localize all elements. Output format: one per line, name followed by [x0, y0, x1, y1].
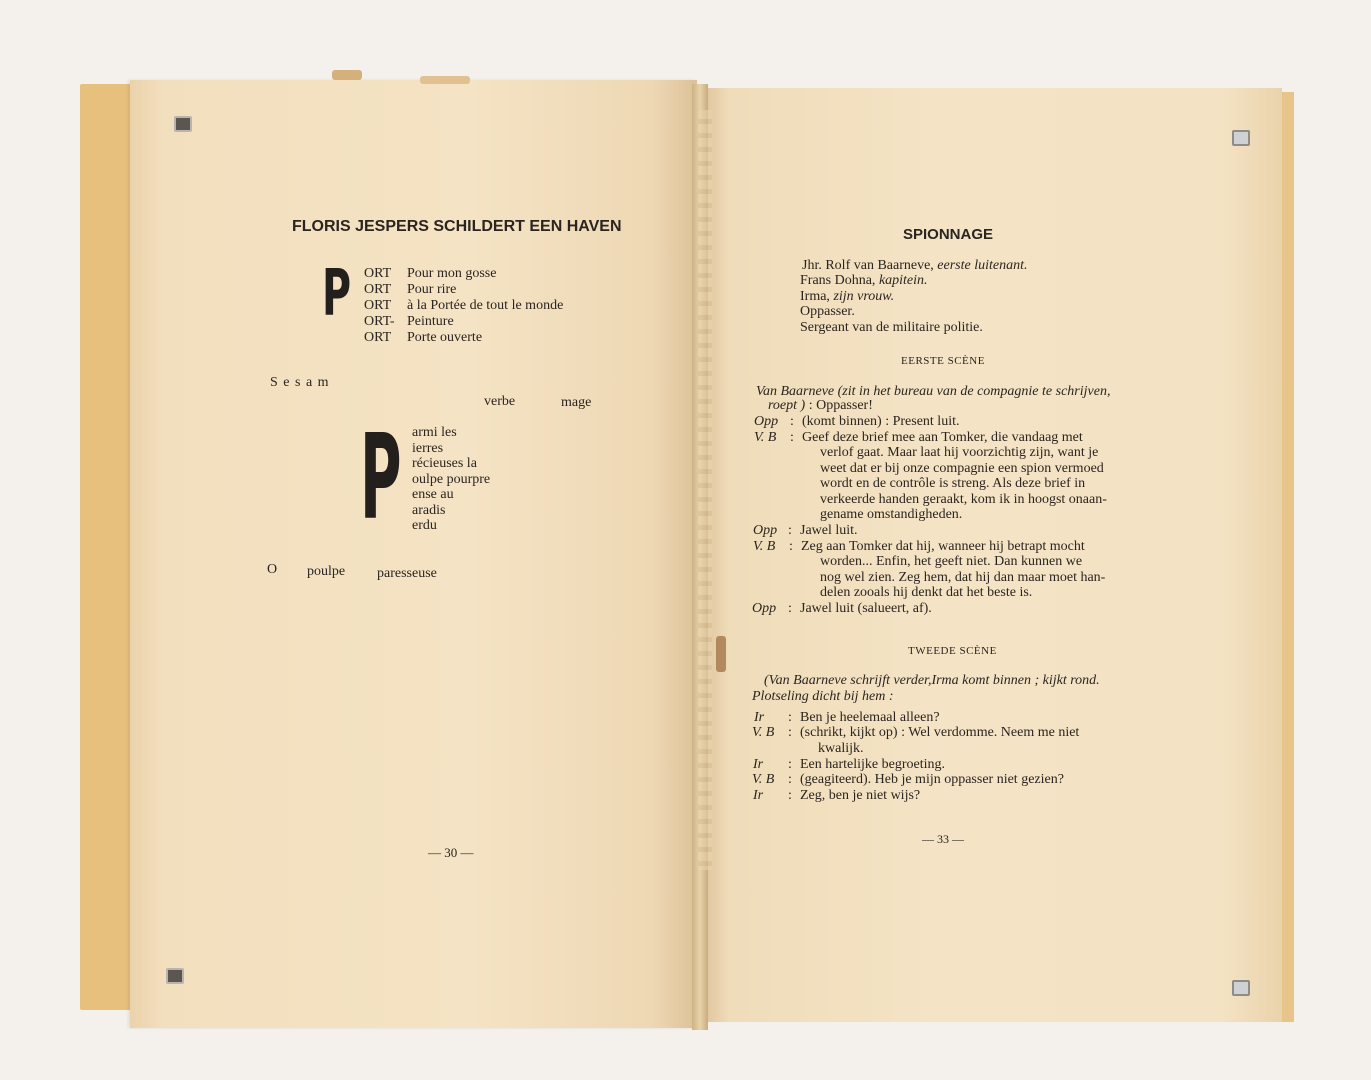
dialogue-line: Geef deze brief mee aan Tomker, die vandaag met [802, 430, 1083, 445]
word-o: O [267, 562, 278, 577]
cast-role: zijn vrouw. [833, 289, 895, 304]
staple-icon [1232, 980, 1250, 996]
staple-icon [166, 968, 184, 984]
speaker-colon: : [788, 757, 792, 772]
port-line [364, 282, 457, 297]
cast-role: kapitein. [878, 273, 928, 288]
port-text: à la Portée de tout le monde [407, 298, 564, 313]
paper-tab [420, 76, 470, 84]
speaker-label: V. B [752, 772, 775, 787]
port-separator: - [389, 314, 395, 329]
port-line [364, 314, 454, 329]
speaker-label: Ir [753, 788, 764, 803]
port-text: Peinture [407, 314, 454, 329]
dialogue-line: weet dat er bij onze compagnie een spion vermoed [820, 461, 1104, 476]
parmi-line: erdu [412, 518, 437, 533]
dialogue-line: Jawel luit (salueert, af). [800, 601, 932, 616]
parmi-line: ierres [412, 441, 444, 456]
cast-entry [800, 320, 983, 335]
dialogue-line: worden... Enfin, het geeft niet. Dan kunnen we [820, 554, 1083, 569]
speaker-label: Ir [753, 757, 764, 772]
word-paresseuse: paresseuse [377, 566, 437, 581]
page-number: — 30 — [428, 845, 474, 860]
speaker-label: V. B [752, 725, 775, 740]
word-verbe: verbe [484, 394, 516, 409]
dialogue-line: Zeg aan Tomker dat hij, wanneer hij betrapt mocht [801, 539, 1085, 554]
stage-direction-italic: roept ) [768, 398, 806, 413]
dialogue-line: nog wel zien. Zeg hem, dat hij dan maar moet han- [820, 570, 1106, 585]
paper-tab [332, 70, 362, 80]
stage-direction [768, 398, 873, 413]
speaker-colon: : [788, 710, 792, 725]
parmi-line: oulpe pourpre [412, 472, 491, 487]
port-text: Pour mon gosse [407, 266, 497, 281]
speaker-colon: : [788, 523, 792, 538]
port-stem: ORT [364, 282, 392, 297]
parmi-line: récieuses la [412, 456, 477, 471]
word-mage: mage [561, 395, 592, 410]
dialogue-line: gename omstandigheden. [820, 507, 963, 522]
dialogue-line: (geagiteerd). Heb je mijn oppasser niet gezien? [800, 772, 1064, 787]
cast-entry [800, 273, 928, 288]
speaker-label: V. B [753, 539, 776, 554]
speaker-colon: : [790, 430, 794, 445]
port-stem: ORT [364, 298, 392, 313]
word-poulpe: poulpe [307, 564, 346, 579]
large-initial-p: P [322, 257, 352, 331]
cast-name: Sergeant van de militaire politie. [800, 320, 983, 335]
dialogue-line: wordt en de contrôle is streng. Als deze brief in [820, 476, 1086, 491]
stage-direction: Plotseling dicht bij hem : [752, 689, 894, 704]
cast-name: Irma, [800, 289, 830, 304]
cast-entry [802, 258, 1028, 273]
dialogue-line: Jawel luit. [800, 523, 858, 538]
speaker-colon: : [790, 414, 794, 429]
port-line [364, 298, 564, 313]
scene-heading: EERSTE SCÈNE [901, 355, 985, 367]
dialogue-line: (komt binnen) : Present luit. [802, 414, 960, 429]
cast-role: eerste luitenant. [937, 258, 1028, 273]
speaker-label: Opp [752, 601, 777, 616]
speaker-colon: : [788, 725, 792, 740]
port-line [364, 266, 497, 281]
right-page-title: SPIONNAGE [903, 226, 994, 243]
parmi-line: aradis [412, 503, 446, 518]
stage-direction: Van Baarneve (zit in het bureau van de compagnie te schrijven, [756, 384, 1111, 399]
paper-stain [716, 636, 726, 672]
dialogue-line: Ben je heelemaal alleen? [800, 710, 940, 725]
stage-direction-text: : Oppasser! [808, 398, 873, 413]
cast-name: Frans Dohna, [800, 273, 876, 288]
dialogue-line: Zeg, ben je niet wijs? [800, 788, 921, 803]
left-page-title: FLORIS JESPERS SCHILDERT EEN HAVEN [292, 218, 622, 235]
staple-icon [174, 116, 192, 132]
speaker-colon: : [788, 772, 792, 787]
speaker-colon: : [788, 788, 792, 803]
port-stem: ORT [364, 314, 390, 329]
cast-entry [800, 289, 894, 304]
cast-name: Jhr. Rolf van Baarneve, [802, 258, 934, 273]
speaker-label: V. B [754, 430, 777, 445]
speaker-colon: : [788, 601, 792, 616]
scene-heading: TWEEDE SCÈNE [908, 645, 997, 657]
port-stem: ORT [364, 266, 392, 281]
page-number: — 33 — [922, 832, 964, 846]
dialogue-line: Een hartelijke begroeting. [800, 757, 945, 772]
port-text: Pour rire [407, 282, 457, 297]
port-stem: ORT [364, 330, 392, 345]
dialogue-line: verkeerde handen geraakt, kom ik in hoogst onaan- [820, 492, 1107, 507]
cast-entry [800, 304, 855, 319]
speaker-label: Opp [753, 523, 778, 538]
speaker-colon: : [789, 539, 793, 554]
dialogue-line: kwalijk. [818, 741, 864, 756]
port-text: Porte ouverte [407, 330, 483, 345]
staple-icon [1232, 130, 1250, 146]
speaker-label: Opp [754, 414, 779, 429]
cast-name: Oppasser. [800, 304, 855, 319]
dialogue-line: (schrikt, kijkt op) : Wel verdomme. Neem me niet [800, 725, 1080, 740]
dialogue-line: delen zooals hij denkt dat het beste is. [820, 585, 1033, 600]
stage-direction: (Van Baarneve schrijft verder,Irma komt binnen ; kijkt rond. [764, 673, 1100, 688]
word-sesam: S e s a m [270, 375, 330, 390]
port-line [364, 330, 483, 345]
parmi-line: armi les [412, 425, 457, 440]
torn-edge [698, 110, 712, 870]
parmi-line: ense au [412, 487, 454, 502]
speaker-label: Ir [754, 710, 765, 725]
large-initial-p: P [360, 408, 402, 546]
dialogue-line: verlof gaat. Maar laat hij voorzichtig zijn, want je [820, 445, 1099, 460]
